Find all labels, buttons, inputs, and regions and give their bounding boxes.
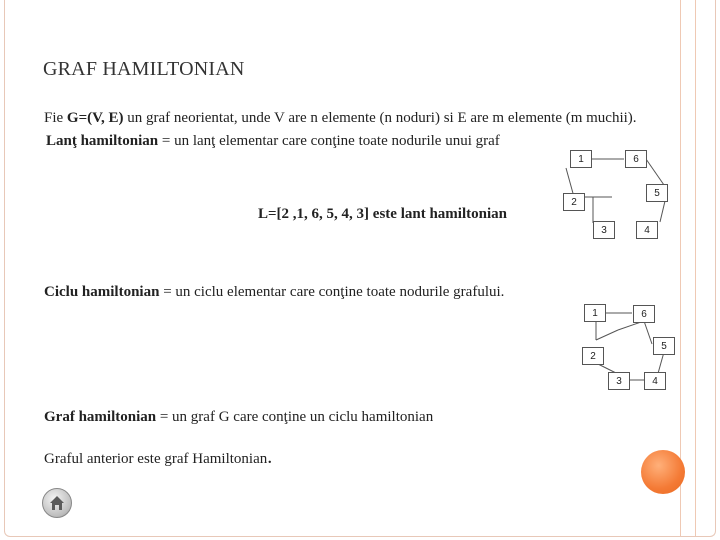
home-icon — [49, 495, 65, 511]
graph2-node-6: 6 — [633, 305, 655, 323]
graph1-node-2: 2 — [563, 193, 585, 211]
definition-line: Fie G=(V, E) un graf neorientat, unde V are n elemente (n noduri) si E are m elemente (m muchii). — [44, 110, 637, 126]
graph2-node-2: 2 — [582, 347, 604, 365]
hamiltonian-path-graph — [560, 145, 690, 245]
decorative-rail — [680, 0, 696, 536]
lant-definition: Lanţ hamiltonian = un lanţ elementar care conţine toate nodurile unui graf — [46, 133, 500, 149]
conclusion-text: Graful anterior este graf Hamiltonian. — [44, 446, 273, 468]
home-button[interactable] — [42, 488, 72, 518]
graph2-node-4: 4 — [644, 372, 666, 390]
lant-example: L=[2 ,1, 6, 5, 4, 3] este lant hamiltonian — [258, 206, 507, 222]
graph1-node-5: 5 — [646, 184, 668, 202]
graph2-node-5: 5 — [653, 337, 675, 355]
hamiltonian-cycle-graph — [580, 300, 690, 395]
graph1-node-1: 1 — [570, 150, 592, 168]
graph1-node-4: 4 — [636, 221, 658, 239]
ciclu-definition: Ciclu hamiltonian = un ciclu elementar care conţine toate nodurile grafului. — [44, 284, 505, 300]
graph2-node-3: 3 — [608, 372, 630, 390]
decorative-orb — [641, 450, 685, 494]
slide-title: GRAF HAMILTONIAN — [43, 58, 245, 80]
graph2-node-1: 1 — [584, 304, 606, 322]
graph1-node-3: 3 — [593, 221, 615, 239]
graph1-node-6: 6 — [625, 150, 647, 168]
graf-definition: Graf hamiltonian = un graf G care conţine un ciclu hamiltonian — [44, 409, 434, 425]
